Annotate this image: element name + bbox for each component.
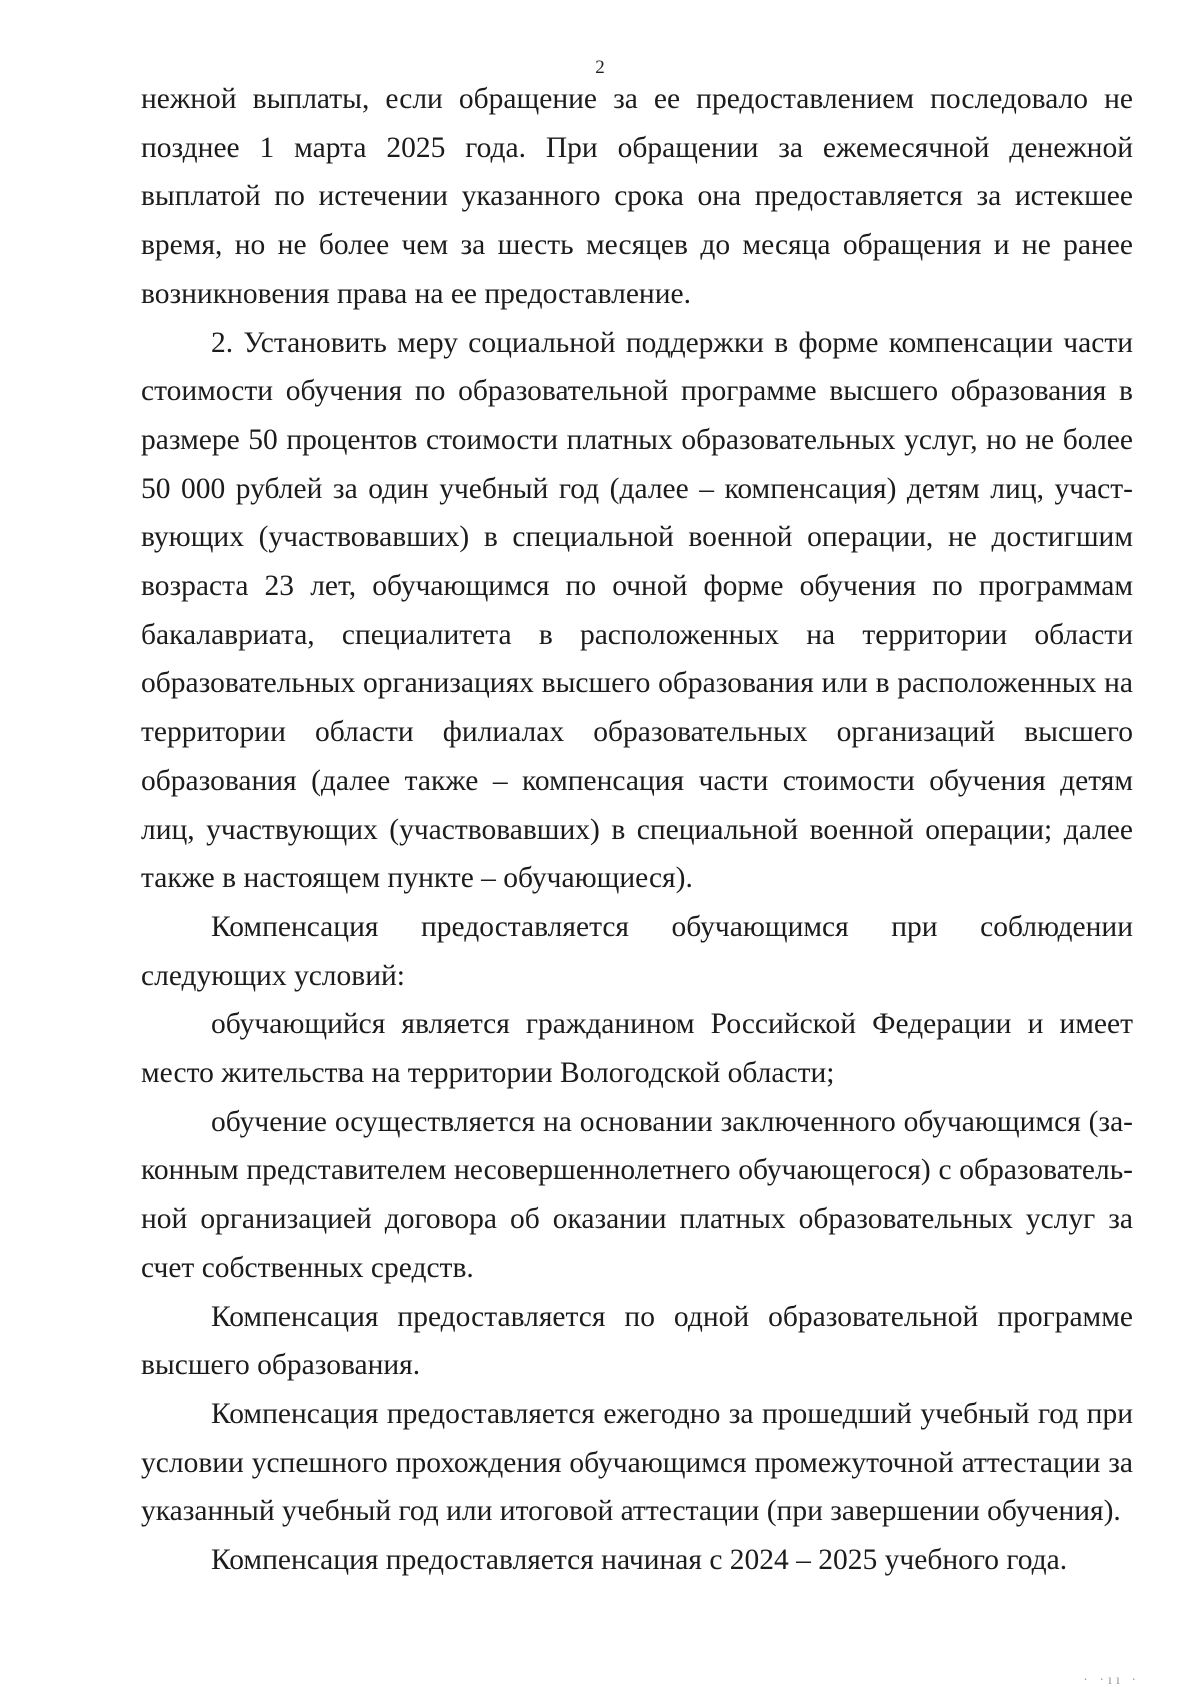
paragraph-annual: Компенсация предоставляется ежегодно за прошедший учебный год при условии успешного прохождения обучающимся промежуточной аттестации за указанный учебный год или итоговой аттестации (при завершении обучения). [141,1397,1133,1528]
document-body [141,75,1133,1585]
paragraph-item-2: 2. Установить меру социальной поддержки в форме компенсации части стоимости обучения по образовательной программе высшего образования в размере 50 процентов стоимости платных образовательных услуг, но не более 50 000 рублей за один учебный год (далее – компенсация) детям лиц, участвующих (участвовавших) в специальной военной операции, не достигшим возраста 23 лет, обучающимся по очной форме обучения по программам бакалавриата, специалитета в расположенных на территории области образовательных организациях высшего образования или в расположенных на территории области филиалах образовательных организаций высшего образования (далее также – компенсация части стоимости обучения детям лиц, участвующих (участвовавших) в специальной военной операции; далее также в настоящем пункте – обучающиеся). [141,326,1133,895]
paragraph-continuation: нежной выплаты, если обращение за ее предоставлением последовало не позднее 1 марта 2025 года. При обращении за ежемесячной денежной выплатой по истечении указанного срока она предоставляется за истекшее время, но не более чем за шесть месяцев до месяца обращения и не ранее возникновения права на ее предоставление. [141,83,1133,310]
page-number: 2 [595,57,605,78]
paragraph-single-program: Компенсация предоставляется по одной образовательной программе высшего образования. [141,1300,1133,1382]
paragraph-condition-contract: обучение осуществляется на основании заключенного обучающимся (законным представителем несовершеннолетнего обучающегося) с образовательной организацией договора об оказании платных образовательных услуг за счет собственных средств. [141,1105,1133,1284]
paragraph-condition-citizenship: обучающийся является гражданином Российской Федерации и имеет место жительства на территории Вологодской области; [141,1008,1133,1090]
scan-specks: · ·ıı · [1083,1673,1140,1688]
paragraph-conditions-intro: Компенсация предоставляется обучающимся при соблюдении следующих условий: [141,910,1133,992]
paragraph-start-year: Компенсация предоставляется начиная с 2024 – 2025 учебного года. [211,1544,1068,1577]
